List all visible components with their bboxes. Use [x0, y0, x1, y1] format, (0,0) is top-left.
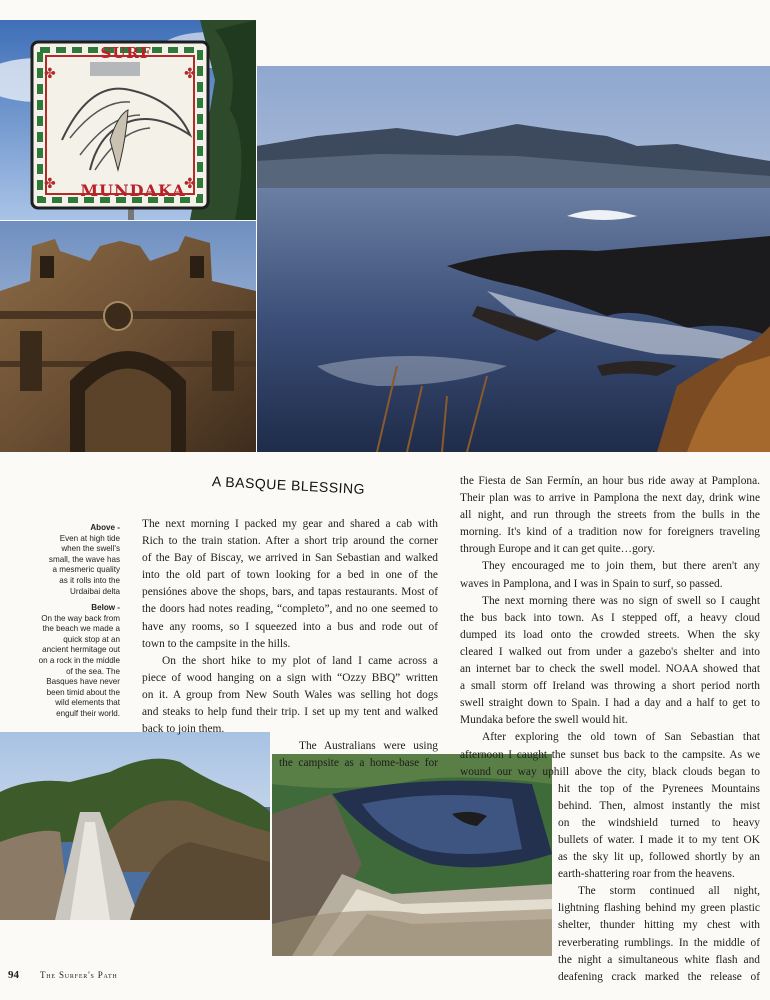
- text-line: Their plan was to arrive in Pamplona the next day, drink wine: [460, 492, 760, 505]
- article-column-left: [142, 516, 438, 772]
- text-line: morning. It's kind of a tradition now for foreigners traveling: [460, 526, 760, 539]
- caption-above-title: Above -: [90, 523, 120, 532]
- text-line: cleared I walked out from under a gazebo's shelter and into: [460, 645, 760, 658]
- svg-text:✤: ✤: [44, 177, 56, 192]
- text-line: wound our way uphill above the city, black clouds began to: [460, 765, 760, 778]
- caption-below-line: Basques have never: [46, 677, 120, 687]
- caption-below-line: engulf their world.: [56, 708, 120, 718]
- text-line: earth-shattering roar from the heavens.: [558, 868, 735, 881]
- text-line: afternoon I caught the sunset bus back to the campsite. As we: [460, 748, 760, 761]
- text-line: and steaks to help fund their trip. I set up my tent and walked: [142, 706, 438, 719]
- text-line: waves in Pamplona, and I was in Spain to surf, so passed.: [460, 577, 723, 590]
- caption-below-line: of the sea. The: [66, 666, 120, 676]
- text-line: reverberating rumblings. In the middle of: [558, 936, 760, 949]
- church-facade-photo: [0, 221, 256, 452]
- caption-above-line: as it rolls into the: [59, 575, 120, 585]
- text-line: the Fiesta de San Fermín, an hour bus ride away at Pamplona.: [460, 475, 760, 487]
- text-line: as the sky lit up, followed shortly by an: [558, 851, 760, 864]
- text-line: town to the campsite in the hills.: [142, 637, 291, 650]
- caption-above-line: a mesmeric quality: [52, 565, 120, 575]
- page-number: 94: [8, 969, 19, 981]
- text-line: lightning flashing behind my green plastic: [558, 902, 760, 915]
- text-line: On the short hike to my plot of land I came across a: [162, 654, 438, 667]
- caption-below-line: quick stop at an: [63, 634, 120, 644]
- text-line: the night a simultaneous white flash and: [558, 953, 760, 966]
- text-line: a small storm off Ireland was throwing a short period north: [460, 680, 760, 693]
- svg-text:✤: ✤: [184, 67, 196, 82]
- caption-below-title: Below -: [91, 603, 120, 612]
- text-line: The next morning I packed my gear and shared a cab with: [142, 518, 438, 530]
- text-line: Rich to the train station. After a short trip around the corner: [142, 535, 438, 548]
- text-line: through Europe and it can get quite…gory.: [460, 543, 656, 556]
- text-line: behind. Then, almost instantly the mist: [558, 799, 760, 812]
- caption-below-line: the beach we made a: [42, 624, 120, 634]
- text-line: bullets of water. I made it to my tent OK: [558, 833, 760, 846]
- caption-above: [34, 523, 120, 597]
- caption-below-line: On the way back from: [41, 613, 120, 623]
- caption-below-line: been timid about the: [46, 687, 120, 697]
- text-line: shelter, thunder hitting my chest with: [558, 919, 760, 932]
- article-column-right: [460, 473, 760, 986]
- sign-top-text: SURF: [100, 44, 152, 62]
- text-line: the bus back into town. As I stepped off, a heavy cloud: [460, 611, 760, 624]
- text-line: The storm continued all night,: [578, 885, 760, 898]
- text-line: piece of wood hanging on a sign with “Ozzy BBQ” written: [142, 671, 438, 684]
- text-line: the doors had notes reading, “completo”, and no one seemed to: [142, 603, 438, 616]
- text-line: into the old part of town looking for a bed in one of the: [142, 569, 438, 582]
- caption-above-line: Urdaibai delta: [70, 586, 120, 596]
- caption-below-line: wild elements that: [55, 698, 120, 708]
- caption-below-line: on a rock in the middle: [38, 655, 120, 665]
- caption-below: [34, 603, 120, 720]
- text-line: After exploring the old town of San Sebastian that: [482, 731, 760, 744]
- text-line: The next morning there was no sign of swell so I caught: [482, 594, 760, 607]
- text-line: deafening crack marked the release of: [558, 970, 760, 983]
- text-line: swell straight down to Spain. I had a day and a half to get to: [460, 697, 760, 710]
- text-line: an internet bar to check the swell model. NOAA showed that: [460, 663, 760, 676]
- caption-above-line: small, the wave has: [48, 554, 120, 564]
- text-line: on the windshield turned to heavy: [558, 816, 760, 829]
- text-line: have any rooms, so I squeezed into a bus and rode out of: [142, 620, 438, 633]
- text-line: back to join them.: [142, 723, 225, 736]
- article-headline: A BASQUE BLESSING: [211, 473, 366, 498]
- text-line: They encouraged me to join them, but there aren't any: [482, 560, 760, 573]
- text-line: on it. A group from New South Wales was selling hot dogs: [142, 688, 438, 701]
- text-line: all night, and run through the streets from the bulls in the: [460, 509, 760, 522]
- magazine-name: The Surfer's Path: [40, 970, 118, 980]
- text-line: dumped its load onto the crowded streets. When the sky: [460, 628, 760, 641]
- mundaka-coast-wave-photo: [257, 66, 770, 452]
- text-line: the campsite as a home-base for: [279, 757, 438, 770]
- svg-text:✤: ✤: [44, 67, 56, 82]
- svg-text:✤: ✤: [184, 177, 196, 192]
- text-line: of the Bay of Biscay, we arrived in San Sebastian and walked: [142, 552, 438, 565]
- caption-above-line: Even at high tide: [59, 533, 120, 543]
- text-line: Mundaka before the swell would hit.: [460, 714, 628, 727]
- caption-above-line: when the swell's: [61, 544, 120, 554]
- text-line: hit the top of the Pyrenees Mountains: [558, 782, 760, 795]
- text-line: pensiónes above the shops, bars, and tapas restaurants. Most of: [142, 586, 438, 599]
- text-line: The Australians were using: [299, 740, 438, 753]
- caption-below-line: ancient hermitage out: [42, 645, 120, 655]
- sign-bottom-text: MUNDAKA: [80, 181, 186, 200]
